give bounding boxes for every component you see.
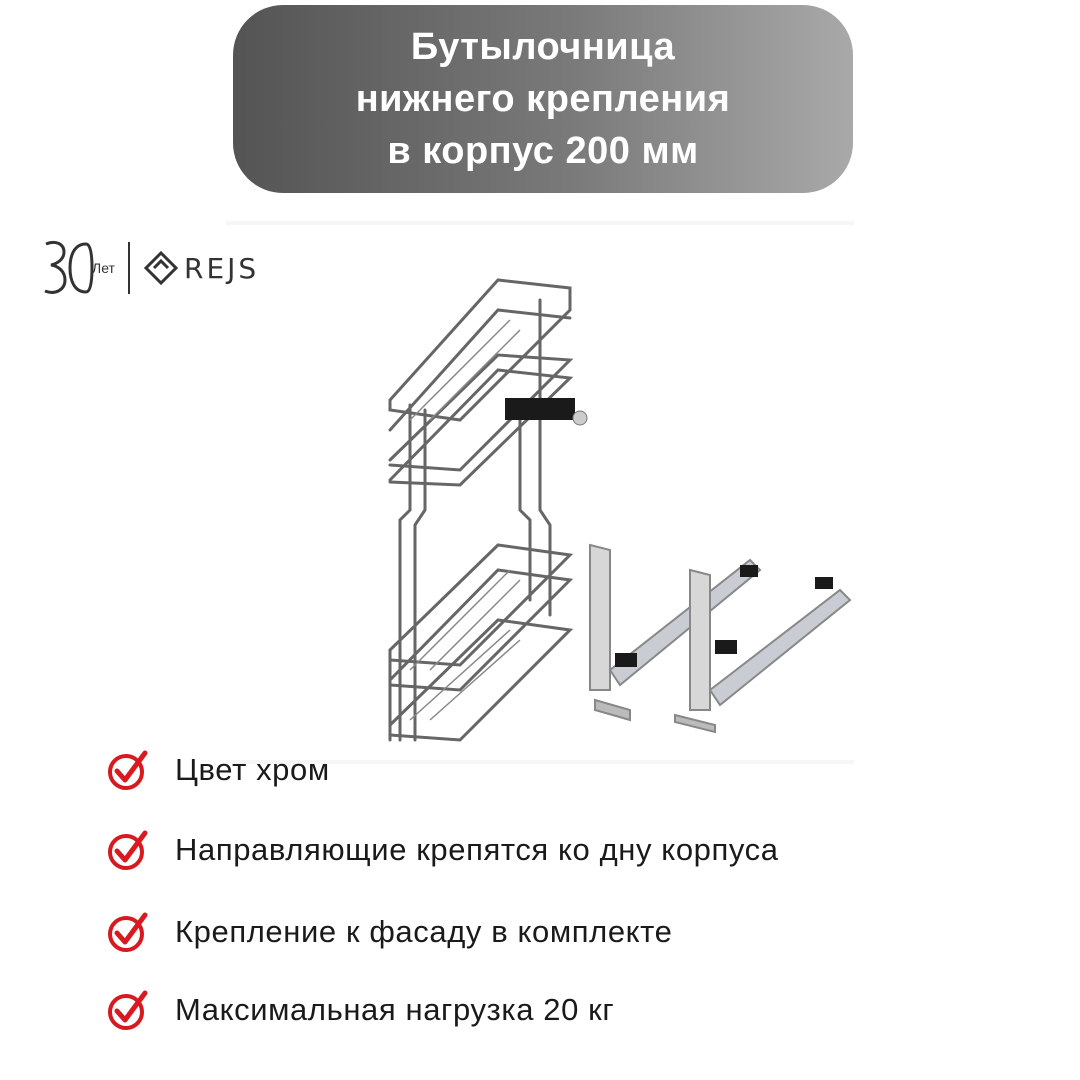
bottle-rack-product-image bbox=[370, 270, 860, 750]
feature-item bbox=[105, 740, 330, 800]
feature-item bbox=[105, 902, 672, 962]
title-line-2: нижнего крепления bbox=[355, 78, 731, 120]
logo-divider bbox=[128, 242, 130, 294]
brand-name: REJS bbox=[184, 251, 260, 285]
title-line-3: в корпус 200 мм bbox=[387, 130, 699, 172]
check-circle-icon bbox=[105, 987, 151, 1033]
rejs-diamond-icon bbox=[144, 251, 178, 285]
title-line-1: Бутылочница bbox=[410, 26, 676, 68]
title-banner bbox=[233, 5, 853, 193]
feature-label: Направляющие крепятся ко дну корпуса bbox=[175, 832, 779, 867]
feature-item bbox=[105, 980, 614, 1040]
check-circle-icon bbox=[105, 909, 151, 955]
feature-label: Крепление к фасаду в комплекте bbox=[175, 914, 673, 949]
anniversary-badge bbox=[42, 238, 124, 298]
anniversary-suffix: Лет bbox=[92, 260, 115, 276]
check-circle-icon bbox=[105, 747, 151, 793]
feature-item bbox=[105, 820, 779, 880]
front-mount-bracket bbox=[505, 398, 575, 420]
pullout-runners bbox=[590, 545, 850, 732]
feature-label: Максимальная нагрузка 20 кг bbox=[175, 992, 615, 1027]
brand-logo bbox=[42, 238, 259, 298]
feature-label: Цвет хром bbox=[175, 752, 330, 787]
check-circle-icon bbox=[105, 827, 151, 873]
